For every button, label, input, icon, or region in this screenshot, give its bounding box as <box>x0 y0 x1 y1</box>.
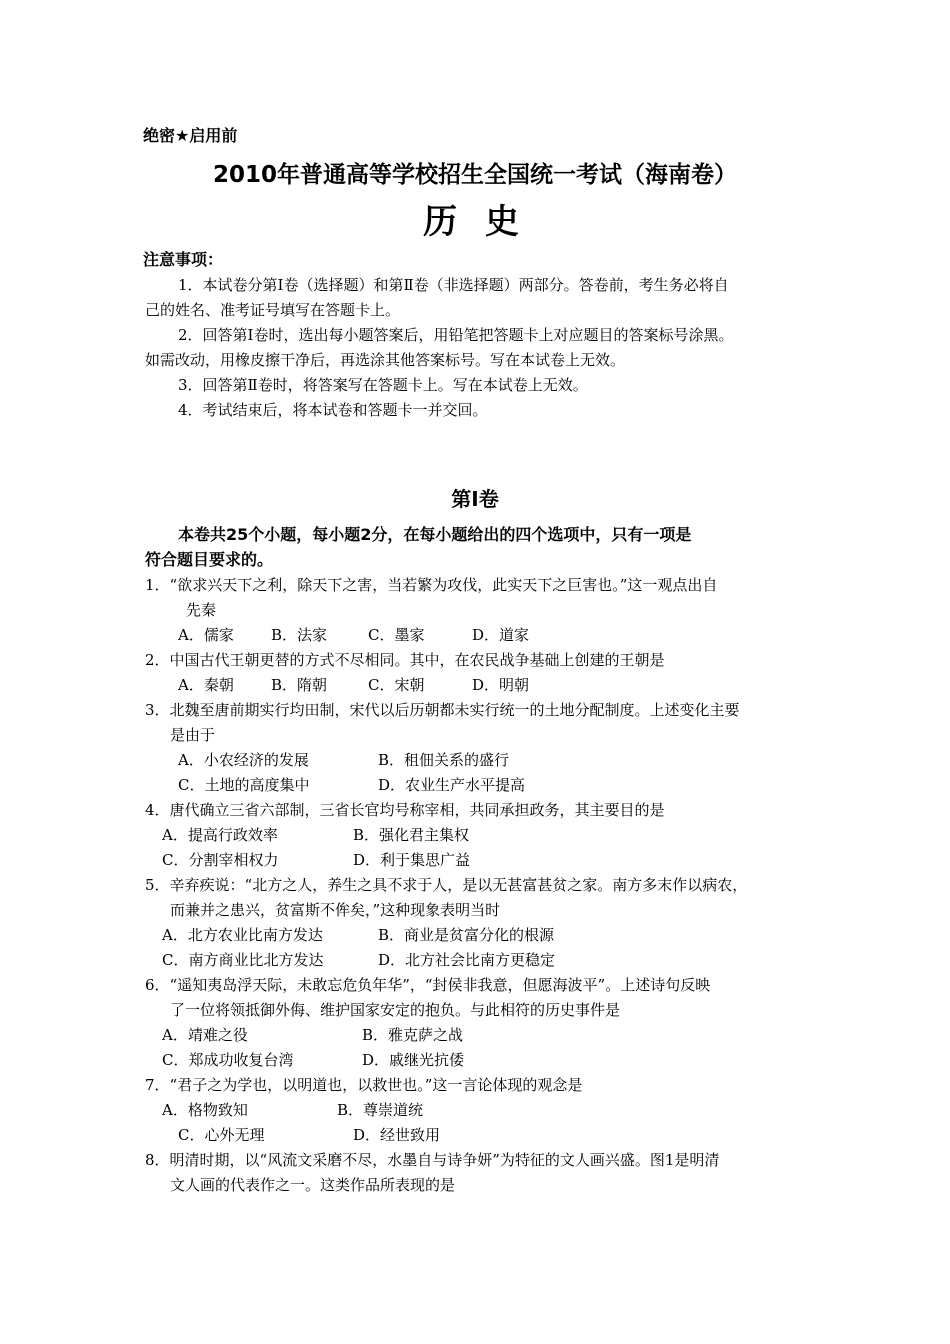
question-1-option-b: B．法家 <box>271 626 328 644</box>
question-2-option-d: D．明朝 <box>472 676 530 694</box>
question-8-stem-line-1: 8．明清时期，以“风流文采磨不尽，水墨自与诗争妍”为特征的文人画兴盛。图1是明清 <box>145 1151 720 1169</box>
section-intro-line-1: 本卷共25个小题，每小题2分，在每小题给出的四个选项中，只有一项是 <box>178 525 692 544</box>
question-3-stem-line-2: 是由于 <box>170 726 216 744</box>
question-4-option-a: A．提高行政效率 <box>162 826 278 844</box>
question-5-stem-line-1: 5．辛弃疾说：“北方之人，养生之具不求于人，是以无甚富甚贫之家。南方多末作以病农， <box>145 876 748 894</box>
notice-item-1-line-2: 己的姓名、准考证号填写在答题卡上。 <box>145 301 401 319</box>
question-1-stem-line-2: 先秦 <box>186 601 217 619</box>
question-7-option-b: B．尊崇道统 <box>337 1101 424 1119</box>
question-3-option-c: C．土地的高度集中 <box>178 776 310 794</box>
question-4-option-d: D．利于集思广益 <box>353 851 471 869</box>
notice-item-3: 3．回答第Ⅱ卷时，将答案写在答题卡上。写在本试卷上无效。 <box>178 376 588 394</box>
question-2-option-b: B．隋朝 <box>271 676 328 694</box>
question-7-option-d: D．经世致用 <box>353 1126 441 1144</box>
question-2-stem-line-1: 2．中国古代王朝更替的方式不尽相同。其中，在农民战争基础上创建的王朝是 <box>145 651 665 669</box>
question-5-option-d: D．北方社会比南方更稳定 <box>378 951 556 969</box>
notice-item-4: 4．考试结束后，将本试卷和答题卡一并交回。 <box>178 401 488 419</box>
notice-item-2-line-2: 如需改动，用橡皮擦干净后，再选涂其他答案标号。写在本试卷上无效。 <box>145 351 626 369</box>
question-4-option-b: B．强化君主集权 <box>353 826 470 844</box>
question-5-option-c: C．南方商业比北方发达 <box>162 951 324 969</box>
question-1-option-c: C．墨家 <box>368 626 425 644</box>
exam-title: 2010年普通高等学校招生全国统一考试（海南卷） <box>212 162 737 188</box>
subject-title: 历 史 <box>423 202 527 242</box>
question-6-option-a: A．靖难之役 <box>162 1026 248 1044</box>
question-6-stem-line-1: 6．“遥知夷岛浮天际，未敢忘危负年华”，“封侯非我意，但愿海波平”。上述诗句反映 <box>145 976 711 994</box>
question-3-option-d: D．农业生产水平提高 <box>378 776 526 794</box>
notice-heading: 注意事项： <box>143 250 224 269</box>
question-1-option-a: A．儒家 <box>178 626 234 644</box>
section-intro-line-2: 符合题目要求的。 <box>145 550 274 569</box>
question-3-stem-line-1: 3．北魏至唐前期实行均田制，宋代以后历朝都未实行统一的土地分配制度。上述变化主要 <box>145 701 740 719</box>
notice-item-2-line-1: 2．回答第Ⅰ卷时，选出每小题答案后，用铅笔把答题卡上对应题目的答案标号涂黑。 <box>178 326 734 344</box>
question-8-stem-line-2: 文人画的代表作之一。这类作品所表现的是 <box>170 1176 456 1194</box>
question-5-option-a: A．北方农业比南方发达 <box>162 926 323 944</box>
question-4-option-c: C．分割宰相权力 <box>162 851 279 869</box>
question-1-stem-line-1: 1．“欲求兴天下之利，除天下之害，当若繁为攻伐，此实天下之巨害也。”这一观点出自 <box>145 576 718 594</box>
section-title: 第Ⅰ卷 <box>451 487 499 511</box>
question-6-option-d: D．戚继光抗倭 <box>362 1051 465 1069</box>
question-5-stem-line-2: 而兼并之患兴，贫富斯不侔矣，”这种现象表明当时 <box>170 901 501 919</box>
question-6-stem-line-2: 了一位将领抵御外侮、维护国家安定的抱负。与此相符的历史事件是 <box>170 1001 621 1019</box>
question-2-option-c: C．宋朝 <box>368 676 425 694</box>
question-6-option-c: C．郑成功收复台湾 <box>162 1051 294 1069</box>
question-1-option-d: D．道家 <box>472 626 530 644</box>
question-4-stem-line-1: 4．唐代确立三省六部制，三省长官均号称宰相，共同承担政务，其主要目的是 <box>145 801 665 819</box>
notice-item-1-line-1: 1．本试卷分第Ⅰ卷（选择题）和第Ⅱ卷（非选择题）两部分。答卷前，考生务必将自 <box>178 276 729 294</box>
question-3-option-a: A．小农经济的发展 <box>178 751 309 769</box>
question-7-option-c: C．心外无理 <box>178 1126 265 1144</box>
question-7-option-a: A．格物致知 <box>162 1101 248 1119</box>
question-2-option-a: A．秦朝 <box>178 676 234 694</box>
question-6-option-b: B．雅克萨之战 <box>362 1026 464 1044</box>
question-7-stem-line-1: 7．“君子之为学也，以明道也，以救世也。”这一言论体现的观念是 <box>145 1076 583 1094</box>
question-3-option-b: B．租佃关系的盛行 <box>378 751 510 769</box>
question-5-option-b: B．商业是贫富分化的根源 <box>378 926 555 944</box>
secret-label: 绝密★启用前 <box>143 126 238 145</box>
